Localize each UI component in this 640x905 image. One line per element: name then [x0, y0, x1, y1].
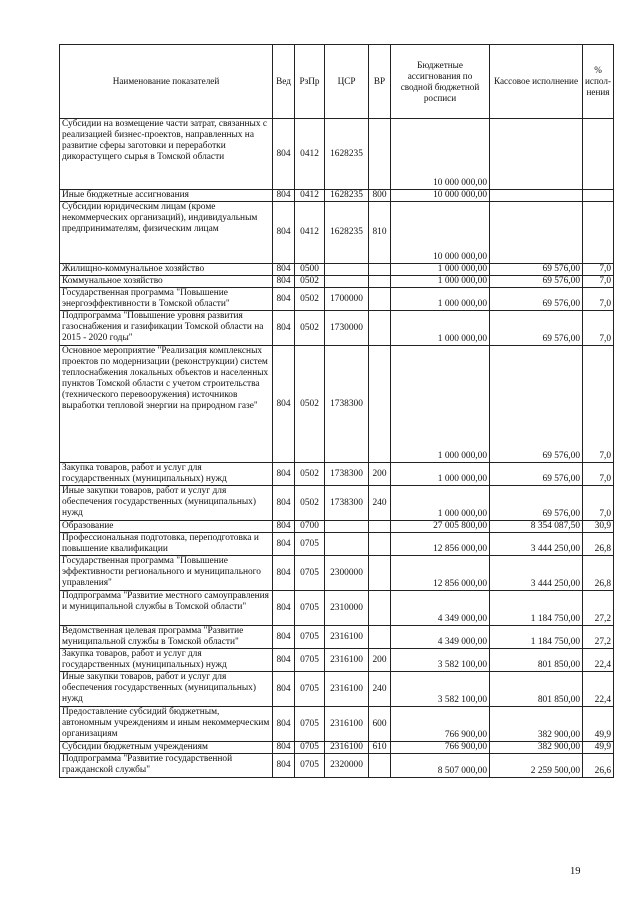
cell-cash: 382 900,00 — [490, 742, 583, 754]
cell-pct: 30,9 — [583, 521, 614, 533]
cell-csr: 2316100 — [325, 742, 369, 754]
table-row — [60, 533, 614, 556]
header-rzpr: РзПр — [295, 45, 325, 119]
cell-budget: 1 000 000,00 — [391, 486, 490, 521]
table-row — [60, 288, 614, 311]
cell-csr: 2320000 — [325, 754, 369, 778]
cell-rzpr: 0412 — [295, 190, 325, 202]
cell-name: Предоставление субсидий бюджетным, автономным учреждениям и иным некоммерческим организациям — [60, 707, 273, 742]
cell-csr: 1700000 — [325, 288, 369, 311]
cell-vr: 240 — [369, 672, 391, 707]
cell-ved: 804 — [273, 521, 295, 533]
cell-budget: 10 000 000,00 — [391, 190, 490, 202]
cell-vr: 240 — [369, 486, 391, 521]
cell-rzpr: 0705 — [295, 707, 325, 742]
cell-budget: 12 856 000,00 — [391, 556, 490, 591]
cell-rzpr: 0705 — [295, 533, 325, 556]
cell-csr — [325, 521, 369, 533]
cell-rzpr: 0705 — [295, 672, 325, 707]
cell-name: Субсидии бюджетным учреждениям — [60, 742, 273, 754]
cell-rzpr: 0412 — [295, 202, 325, 264]
cell-ved: 804 — [273, 556, 295, 591]
cell-pct: 26,8 — [583, 533, 614, 556]
cell-ved: 804 — [273, 649, 295, 672]
cell-pct: 7,0 — [583, 486, 614, 521]
cell-vr — [369, 533, 391, 556]
cell-ved: 804 — [273, 119, 295, 190]
cell-rzpr: 0705 — [295, 626, 325, 649]
cell-cash: 2 259 500,00 — [490, 754, 583, 778]
cell-budget: 4 349 000,00 — [391, 626, 490, 649]
cell-name: Основное мероприятие "Реализация комплексных проектов по модернизации (реконструкции) систем теплоснабжения локальных объектов и населенных пунктов Томской области с учетом строительства (технического перевооружения) источников выработки тепловой энергии на природном газе" — [60, 346, 273, 463]
cell-rzpr: 0705 — [295, 754, 325, 778]
cell-name: Иные бюджетные ассигнования — [60, 190, 273, 202]
cell-pct: 27,2 — [583, 626, 614, 649]
cell-vr: 200 — [369, 463, 391, 486]
cell-pct — [583, 202, 614, 264]
cell-ved: 804 — [273, 311, 295, 346]
cell-cash — [490, 202, 583, 264]
cell-csr — [325, 533, 369, 556]
cell-cash: 69 576,00 — [490, 276, 583, 288]
cell-budget: 3 582 100,00 — [391, 649, 490, 672]
cell-pct: 7,0 — [583, 311, 614, 346]
cell-budget: 4 349 000,00 — [391, 591, 490, 626]
cell-pct: 7,0 — [583, 346, 614, 463]
header-budget: Бюджетные ассигнования по сводной бюджетной росписи — [391, 45, 490, 119]
cell-name: Жилищно-коммунальное хозяйство — [60, 264, 273, 276]
page-number: 19 — [570, 866, 581, 877]
table-row — [60, 311, 614, 346]
cell-vr — [369, 591, 391, 626]
cell-rzpr: 0502 — [295, 311, 325, 346]
cell-budget: 1 000 000,00 — [391, 288, 490, 311]
table-row — [60, 754, 614, 778]
header-ved: Вед — [273, 45, 295, 119]
cell-pct — [583, 190, 614, 202]
cell-cash: 3 444 250,00 — [490, 556, 583, 591]
cell-budget: 766 900,00 — [391, 742, 490, 754]
table-row — [60, 276, 614, 288]
cell-vr: 810 — [369, 202, 391, 264]
cell-pct: 7,0 — [583, 463, 614, 486]
cell-csr: 1738300 — [325, 346, 369, 463]
cell-rzpr: 0500 — [295, 264, 325, 276]
cell-cash: 69 576,00 — [490, 486, 583, 521]
cell-vr — [369, 754, 391, 778]
cell-rzpr: 0705 — [295, 742, 325, 754]
cell-cash — [490, 190, 583, 202]
budget-table — [59, 44, 614, 778]
cell-cash: 3 444 250,00 — [490, 533, 583, 556]
cell-name: Иные закупки товаров, работ и услуг для обеспечения государственных (муниципальных) нужд — [60, 486, 273, 521]
cell-ved: 804 — [273, 463, 295, 486]
cell-csr: 2310000 — [325, 591, 369, 626]
table-row — [60, 119, 614, 190]
cell-vr — [369, 311, 391, 346]
cell-ved: 804 — [273, 591, 295, 626]
cell-budget: 27 005 800,00 — [391, 521, 490, 533]
table-row — [60, 202, 614, 264]
cell-budget: 10 000 000,00 — [391, 119, 490, 190]
cell-cash: 801 850,00 — [490, 672, 583, 707]
cell-cash: 69 576,00 — [490, 346, 583, 463]
cell-csr: 1628235 — [325, 202, 369, 264]
cell-pct: 22,4 — [583, 649, 614, 672]
cell-csr: 2316100 — [325, 707, 369, 742]
cell-name: Закупка товаров, работ и услуг для государственных (муниципальных) нужд — [60, 463, 273, 486]
cell-rzpr: 0705 — [295, 591, 325, 626]
table-row — [60, 672, 614, 707]
cell-budget: 3 582 100,00 — [391, 672, 490, 707]
cell-budget: 1 000 000,00 — [391, 311, 490, 346]
cell-rzpr: 0502 — [295, 288, 325, 311]
cell-name: Подпрограмма "Развитие государственной гражданской службы" — [60, 754, 273, 778]
cell-rzpr: 0502 — [295, 346, 325, 463]
cell-vr — [369, 288, 391, 311]
cell-cash: 69 576,00 — [490, 288, 583, 311]
cell-budget: 1 000 000,00 — [391, 346, 490, 463]
cell-cash: 801 850,00 — [490, 649, 583, 672]
cell-cash: 382 900,00 — [490, 707, 583, 742]
cell-cash — [490, 119, 583, 190]
cell-rzpr: 0502 — [295, 463, 325, 486]
cell-rzpr: 0705 — [295, 556, 325, 591]
cell-pct: 26,8 — [583, 556, 614, 591]
table-row — [60, 591, 614, 626]
cell-vr: 200 — [369, 649, 391, 672]
cell-budget: 12 856 000,00 — [391, 533, 490, 556]
cell-vr — [369, 521, 391, 533]
cell-csr: 1730000 — [325, 311, 369, 346]
cell-ved: 804 — [273, 707, 295, 742]
cell-vr — [369, 556, 391, 591]
cell-csr: 1738300 — [325, 463, 369, 486]
cell-cash: 1 184 750,00 — [490, 591, 583, 626]
table-row — [60, 463, 614, 486]
cell-budget: 1 000 000,00 — [391, 264, 490, 276]
cell-ved: 804 — [273, 672, 295, 707]
cell-ved: 804 — [273, 202, 295, 264]
cell-cash: 1 184 750,00 — [490, 626, 583, 649]
table-row — [60, 707, 614, 742]
header-name: Наименование показателей — [60, 45, 273, 119]
table-row — [60, 556, 614, 591]
cell-ved: 804 — [273, 742, 295, 754]
cell-name: Иные закупки товаров, работ и услуг для обеспечения государственных (муниципальных) нужд — [60, 672, 273, 707]
cell-vr — [369, 346, 391, 463]
cell-ved: 804 — [273, 264, 295, 276]
cell-name: Профессиональная подготовка, переподготовка и повышение квалификации — [60, 533, 273, 556]
cell-name: Закупка товаров, работ и услуг для государственных (муниципальных) нужд — [60, 649, 273, 672]
cell-ved: 804 — [273, 533, 295, 556]
cell-ved: 804 — [273, 346, 295, 463]
cell-ved: 804 — [273, 190, 295, 202]
cell-budget: 1 000 000,00 — [391, 276, 490, 288]
cell-pct — [583, 119, 614, 190]
table-row — [60, 742, 614, 754]
cell-budget: 10 000 000,00 — [391, 202, 490, 264]
budget-report-sheet — [59, 44, 614, 778]
header-cash: Кассовое исполнение — [490, 45, 583, 119]
cell-vr — [369, 264, 391, 276]
cell-ved: 804 — [273, 626, 295, 649]
cell-rzpr: 0705 — [295, 649, 325, 672]
cell-rzpr: 0502 — [295, 276, 325, 288]
cell-vr — [369, 276, 391, 288]
cell-rzpr: 0412 — [295, 119, 325, 190]
cell-budget: 8 507 000,00 — [391, 754, 490, 778]
cell-pct: 26,6 — [583, 754, 614, 778]
cell-vr — [369, 626, 391, 649]
table-row — [60, 264, 614, 276]
cell-ved: 804 — [273, 276, 295, 288]
cell-rzpr: 0700 — [295, 521, 325, 533]
table-body — [60, 119, 614, 778]
cell-csr: 2316100 — [325, 626, 369, 649]
cell-vr: 600 — [369, 707, 391, 742]
cell-vr: 800 — [369, 190, 391, 202]
cell-ved: 804 — [273, 754, 295, 778]
cell-name: Коммунальное хозяйство — [60, 276, 273, 288]
cell-csr: 2316100 — [325, 649, 369, 672]
header-pct: % испол-нения — [583, 45, 614, 119]
table-row — [60, 346, 614, 463]
cell-ved: 804 — [273, 486, 295, 521]
cell-csr — [325, 264, 369, 276]
cell-pct: 7,0 — [583, 264, 614, 276]
cell-cash: 69 576,00 — [490, 264, 583, 276]
cell-cash: 69 576,00 — [490, 311, 583, 346]
cell-budget: 1 000 000,00 — [391, 463, 490, 486]
header-csr: ЦСР — [325, 45, 369, 119]
cell-csr: 2316100 — [325, 672, 369, 707]
cell-name: Образование — [60, 521, 273, 533]
cell-csr: 1628235 — [325, 119, 369, 190]
cell-csr: 1738300 — [325, 486, 369, 521]
cell-pct: 22,4 — [583, 672, 614, 707]
cell-csr: 1628235 — [325, 190, 369, 202]
cell-budget: 766 900,00 — [391, 707, 490, 742]
cell-name: Подпрограмма "Развитие местного самоуправления и муниципальной службы в Томской области" — [60, 591, 273, 626]
cell-name: Подпрограмма "Повышение уровня развития газоснабжения и газификации Томской области на 2015 - 2020 годы" — [60, 311, 273, 346]
cell-pct: 7,0 — [583, 276, 614, 288]
table-header-row — [60, 45, 614, 119]
table-row — [60, 626, 614, 649]
table-row — [60, 649, 614, 672]
table-row — [60, 486, 614, 521]
cell-csr: 2300000 — [325, 556, 369, 591]
cell-vr: 610 — [369, 742, 391, 754]
cell-cash: 69 576,00 — [490, 463, 583, 486]
cell-pct: 27,2 — [583, 591, 614, 626]
cell-pct: 49,9 — [583, 742, 614, 754]
cell-name: Государственная программа "Повышение эффективности регионального и муниципального управления" — [60, 556, 273, 591]
cell-vr — [369, 119, 391, 190]
table-row — [60, 521, 614, 533]
cell-name: Субсидии юридическим лицам (кроме некоммерческих организаций), индивидуальным предпринимателям, физическим лицам — [60, 202, 273, 264]
cell-name: Субсидии на возмещение части затрат, связанных с реализацией бизнес-проектов, направленных на развитие сферы заготовки и переработки дикорастущего сырья в Томской области — [60, 119, 273, 190]
cell-ved: 804 — [273, 288, 295, 311]
cell-pct: 49,9 — [583, 707, 614, 742]
table-row — [60, 190, 614, 202]
cell-name: Государственная программа "Повышение энергоэффективности в Томской области" — [60, 288, 273, 311]
header-vr: ВР — [369, 45, 391, 119]
cell-cash: 8 354 087,50 — [490, 521, 583, 533]
cell-name: Ведомственная целевая программа "Развитие муниципальной службы в Томской области" — [60, 626, 273, 649]
cell-rzpr: 0502 — [295, 486, 325, 521]
cell-pct: 7,0 — [583, 288, 614, 311]
cell-csr — [325, 276, 369, 288]
